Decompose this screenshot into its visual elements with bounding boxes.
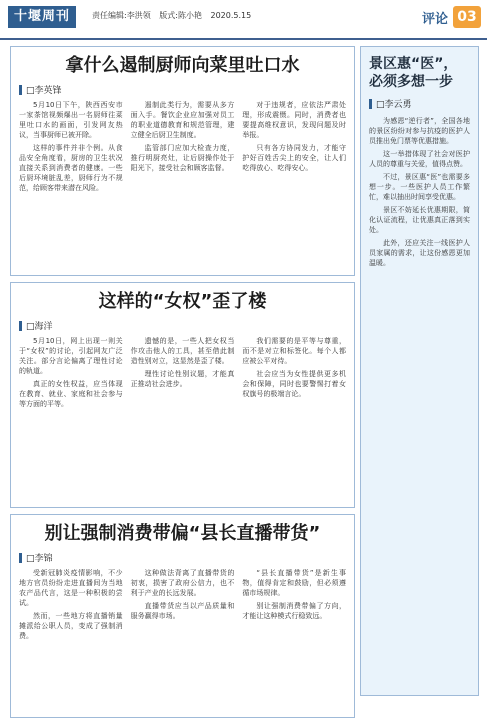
body-column <box>242 100 346 196</box>
sidebar-paragraph: 此外，还应关注一线医护人员家属的需求，让这份感恩更加温暖。 <box>369 239 470 267</box>
author: □李英锋 <box>26 86 62 96</box>
byline-marker-icon <box>19 85 22 95</box>
paragraph: 社会应当为女性提供更多机会和保障，同时也要警惕打着女权旗号的极端言论。 <box>242 370 346 398</box>
article-byline <box>19 551 346 564</box>
paragraph: 然而，一些地方将直播销量摊派给公职人员，变成了强制消费。 <box>19 612 123 640</box>
paragraph: 别让强制消费带偏了方向，才能让这种模式行稳致远。 <box>242 602 346 620</box>
body-column <box>131 568 235 644</box>
sidebar-paragraph: 不过，景区惠“医”也需要多想一步。一些医护人员工作繁忙，难以抽出时间享受优惠。 <box>369 173 470 201</box>
paragraph: 对于违规者，应依法严肃处理，形成震慑。同时，消费者也要提高维权意识，发现问题及时举报。 <box>242 101 346 139</box>
paragraph: 我们需要的是平等与尊重，而不是对立和标签化。每个人都应被公平对待。 <box>242 337 346 365</box>
sidebar-author: □李云勇 <box>376 100 412 110</box>
article-1 <box>10 46 355 276</box>
article-byline <box>19 83 346 96</box>
issue-date: 2020.5.15 <box>210 11 252 20</box>
sidebar-paragraph: 这一举措体现了社会对医护人员的尊重与关爱，值得点赞。 <box>369 150 470 168</box>
paragraph: 5月10日，网上出现一则关于“女权”的讨论，引起网友广泛关注。部分言论偏离了理性讨论的轨道。 <box>19 337 123 375</box>
article-body <box>19 568 346 644</box>
article-2 <box>10 282 355 508</box>
article-title: 这样的“女权”歪了楼 <box>98 291 267 312</box>
paragraph: 这样的事件并非个例。从食品安全角度看，厨房的卫生状况直接关系到消费者的健康。一些后厨环境脏乱差，厨师行为不规范，给顾客带来潜在风险。 <box>19 144 123 192</box>
byline-marker-icon <box>369 99 372 109</box>
body-column <box>131 336 235 412</box>
paragraph: 受新冠肺炎疫情影响，不少地方官员纷纷走进直播间为当地农产品代言，这是一种积极的尝试。 <box>19 569 123 607</box>
sidebar-paragraph: 为感恩“逆行者”，全国各地的景区纷纷对参与抗疫的医护人员推出免门票等优惠措施。 <box>369 117 470 145</box>
paragraph: 真正的女性权益，应当体现在教育、就业、家庭和社会参与等方面的平等。 <box>19 380 123 408</box>
sidebar-title: 景区惠“医”，必须多想一步 <box>369 56 458 90</box>
paragraph: 监管部门应加大检查力度，推行明厨亮灶，让后厨操作处于阳光下，接受社会和顾客监督。 <box>130 144 235 172</box>
sidebar-paragraph: 景区不妨延长优惠期限，简化认证流程，让优惠真正落到实处。 <box>369 206 470 234</box>
sidebar-byline <box>369 97 470 110</box>
article-body <box>19 336 346 412</box>
author: □海洋 <box>26 322 53 332</box>
paragraph: 只有各方协同发力，才能守护好百姓舌尖上的安全，让人们吃得放心、吃得安心。 <box>242 144 346 172</box>
body-column <box>19 568 123 644</box>
body-column <box>242 568 346 644</box>
article-body <box>19 100 346 196</box>
paragraph: 理性讨论性别议题，才能真正推动社会进步。 <box>130 370 235 388</box>
publication-logo: 十堰周刊 <box>8 6 76 28</box>
body-column <box>242 336 346 412</box>
page-number-badge: 03 <box>453 6 481 28</box>
article-title: 拿什么遏制厨师向菜里吐口水 <box>65 55 300 76</box>
sidebar-article <box>360 46 479 696</box>
masthead-meta <box>92 10 257 21</box>
editor-credit: 责任编辑:李洪领 <box>92 11 151 20</box>
article-3 <box>10 514 355 718</box>
article-byline <box>19 319 346 332</box>
paragraph: “县长直播带货”是新生事物，值得肯定和鼓励，但必须遵循市场规律。 <box>242 569 346 597</box>
body-column <box>19 100 123 196</box>
section-indicator <box>422 6 481 28</box>
paragraph: 遏制此类行为，需要从多方面入手。餐饮企业应加强对员工的职业道德教育和规范管理，建立健全后厨卫生制度。 <box>130 101 235 139</box>
byline-marker-icon <box>19 321 22 331</box>
masthead <box>0 0 487 40</box>
paragraph: 遗憾的是，一些人把女权当作攻击他人的工具，甚至借此制造性别对立，这显然是歪了楼。 <box>130 337 235 365</box>
section-name: 评论 <box>421 11 448 27</box>
paragraph: 这种做法背离了直播带货的初衷，损害了政府公信力，也不利于产业的长远发展。 <box>130 569 235 597</box>
layout-credit: 版式:陈小艳 <box>159 11 202 20</box>
article-title: 别让强制消费带偏“县长直播带货” <box>44 523 321 544</box>
sidebar-column <box>360 46 479 696</box>
body-column <box>131 100 235 196</box>
paragraph: 直播带货应当以产品质量和服务赢得市场。 <box>130 602 235 620</box>
paragraph: 5月10日下午，陕西西安市一家茶馆视频爆出一名厨师往菜里吐口水的画面，引发网友热议，当事厨师已被开除。 <box>19 101 123 139</box>
byline-marker-icon <box>19 553 22 563</box>
body-column <box>19 336 123 412</box>
main-column <box>10 46 355 724</box>
author: □李锦 <box>26 554 53 564</box>
